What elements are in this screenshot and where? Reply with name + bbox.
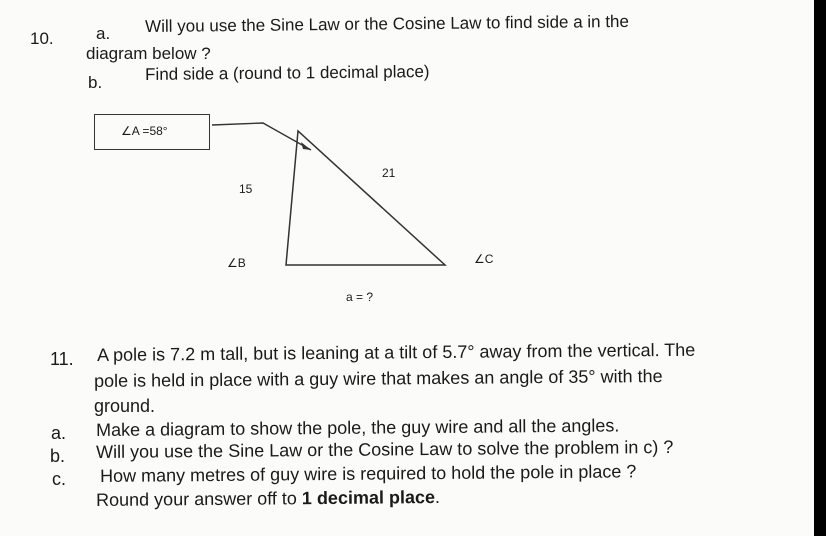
q11-c-marker: c.	[52, 469, 67, 489]
q10-a-line1: Will you use the Sine Law or the Cosine Law to find side a in the	[145, 11, 630, 36]
side-a-label: a = ?	[346, 290, 374, 304]
q10-b-text: Find side a (round to 1 decimal place)	[145, 62, 430, 84]
page-edge-shadow	[814, 0, 826, 536]
q11-b-marker: b.	[50, 446, 66, 466]
angle-c-label: ∠C	[474, 252, 494, 266]
q11-number: 11.	[50, 349, 74, 369]
angle-a-label: ∠A =58°	[121, 124, 168, 138]
q11-line2: pole is held in place with a guy wire that makes an angle of 35° with the	[94, 366, 663, 391]
q11-a-marker: a.	[51, 423, 67, 443]
q10-b-marker: b.	[88, 73, 103, 92]
q11-b-text: Will you use the Sine Law or the Cosine Law to solve the problem in c) ?	[96, 436, 674, 462]
q11-line3: ground.	[94, 396, 156, 416]
q10-a-line2: diagram below ?	[86, 44, 211, 63]
q11-line1: A pole is 7.2 m tall, but is leaning at a tilt of 5.7° away from the vertical. The	[97, 339, 696, 365]
pointer-arrowhead	[301, 142, 311, 150]
q11-c-line2-bold: 1 decimal place	[301, 487, 436, 509]
q11-c-line2-start: Round your answer off to	[96, 488, 302, 510]
q11-c-line2	[96, 487, 440, 510]
triangle	[286, 131, 445, 265]
q10-number: 10.	[30, 29, 54, 48]
angle-b-label: ∠B	[227, 256, 246, 270]
q11-a-text: Make a diagram to show the pole, the guy wire and all the angles.	[96, 415, 620, 440]
side-b-label: 15	[239, 182, 253, 196]
q11-c-text: How many metres of guy wire is required to hold the pole in place ?	[100, 461, 637, 486]
side-c-label: 21	[382, 166, 396, 180]
q11-c-line2-end: .	[434, 486, 441, 508]
q10-a-marker: a.	[96, 24, 111, 43]
